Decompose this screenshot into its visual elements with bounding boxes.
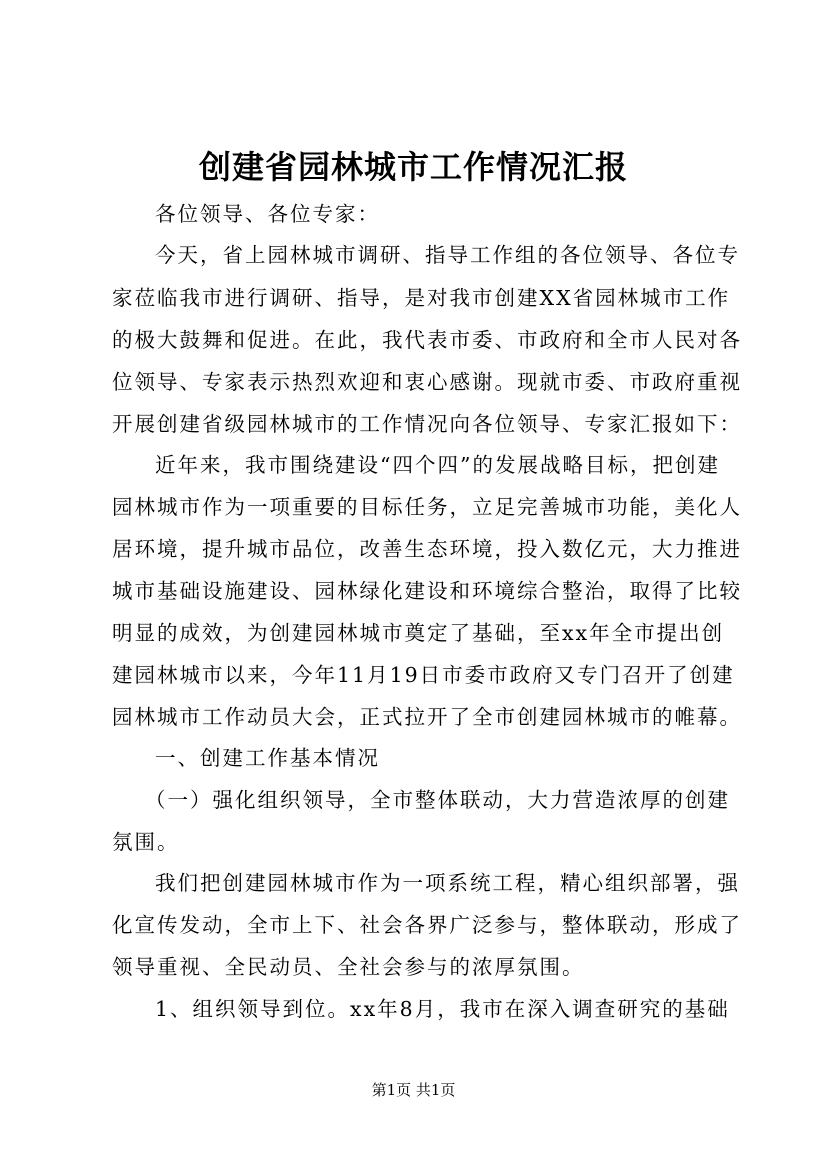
subsection-heading: （一）强化组织领导，全市整体联动，大力营造浓厚的创建 [145,788,730,812]
text-line: 家莅临我市进行调研、指导，是对我市创建XX省园林城市工作 [112,286,731,310]
text-line: 氛围。 [112,830,180,854]
text-line: 领导重视、全民动员、全社会参与的浓厚氛围。 [112,955,585,979]
text-line: 化宣传发动，全市上下、社会各界广泛参与，整体联动，形成了 [112,913,742,937]
section-heading: 一、创建工作基本情况 [155,746,380,770]
document-title: 创建省园林城市工作情况汇报 [198,148,628,186]
text-line: 建园林城市以来，今年11月19日市委市政府又专门召开了创建 [112,663,735,687]
text-line: 居环境，提升城市品位，改善生态环境，投入数亿元，大力推进 [112,537,742,561]
text-line: 园林城市作为一项重要的目标任务，立足完善城市功能，美化人 [112,495,742,519]
text-line: 位领导、专家表示热烈欢迎和衷心感谢。现就市委、市政府重视 [112,370,742,394]
text-line: 开展创建省级园林城市的工作情况向各位领导、专家汇报如下： [112,412,742,436]
salutation-line: 各位领导、各位专家： [155,202,380,226]
text-line: 近年来，我市围绕建设“四个四”的发展战略目标，把创建 [155,453,720,477]
text-line: 城市基础设施建设、园林绿化建设和环境综合整治，取得了比较 [112,579,742,603]
text-line: 1、组织领导到位。xx年8月，我市在深入调查研究的基础 [155,997,730,1021]
text-line: 园林城市工作动员大会，正式拉开了全市创建园林城市的帷幕。 [112,705,742,729]
text-line: 今天，省上园林城市调研、指导工作组的各位领导、各位专 [155,243,740,267]
page-footer: 第1页 共1页 [371,1081,456,1099]
text-line: 明显的成效，为创建园林城市奠定了基础，至xx年全市提出创 [112,621,725,645]
text-line: 我们把创建园林城市作为一项系统工程，精心组织部署，强 [155,871,740,895]
text-line: 的极大鼓舞和促进。在此，我代表市委、市政府和全市人民对各 [112,328,742,352]
